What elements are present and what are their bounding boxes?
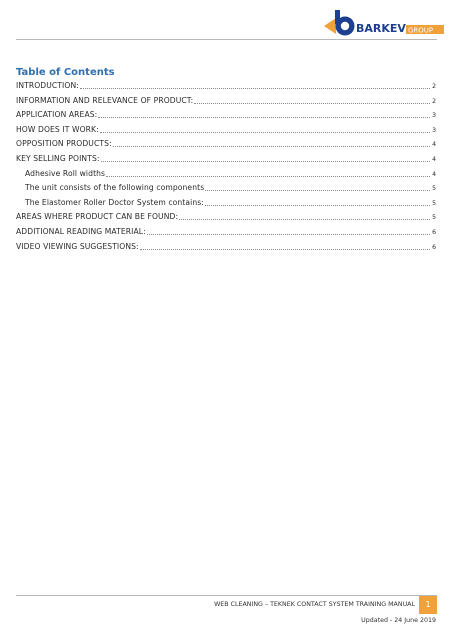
logo-suffix: GROUP	[408, 26, 434, 35]
toc-entry-label: AREAS WHERE PRODUCT CAN BE FOUND:	[16, 212, 179, 222]
toc-entry-label: ADDITIONAL READING MATERIAL:	[16, 227, 146, 236]
page-number-badge: 1	[419, 596, 437, 614]
toc-entry-page: 3	[432, 126, 436, 134]
dot-leader	[140, 248, 430, 250]
toc-entry-label: The unit consists of the following components	[25, 183, 205, 193]
toc-entry-label: KEY SELLING POINTS:	[16, 154, 100, 163]
toc-entry-application-areas[interactable]	[16, 109, 436, 121]
toc-title: Table of Contents	[16, 67, 115, 78]
dot-leader	[98, 116, 430, 118]
toc-entry-label: INTRODUCTION:	[16, 81, 79, 90]
dot-leader	[113, 145, 430, 147]
dot-leader	[101, 160, 431, 162]
toc-entry-additional-reading[interactable]	[16, 226, 436, 238]
toc-entry-page: 5	[432, 214, 436, 222]
footer-manual-title: WEB CLEANING – TEKNEK CONTACT SYSTEM TRAINING MANUAL	[214, 601, 415, 608]
toc-entry-page: 2	[432, 83, 436, 90]
toc-entry-elastomer-roller-doctor[interactable]	[25, 197, 436, 209]
toc-entry-page: 4	[432, 141, 436, 149]
dot-leader	[80, 87, 430, 89]
toc-entry-label: INFORMATION AND RELEVANCE OF PRODUCT:	[16, 95, 194, 105]
toc-entry-label: HOW DOES IT WORK:	[16, 124, 99, 134]
dot-leader	[106, 175, 430, 177]
dot-leader	[100, 131, 430, 133]
footer-updated-date: Updated - 24 June 2019	[361, 617, 436, 624]
toc-entry-page: 2	[432, 97, 436, 105]
barkev-group-logo	[322, 8, 446, 38]
toc-entry-unit-components[interactable]	[25, 182, 436, 194]
toc-entry-label: The Elastomer Roller Doctor System contains:	[25, 197, 204, 207]
toc-entry-label: APPLICATION AREAS:	[16, 110, 98, 120]
toc-entry-label: VIDEO VIEWING SUGGESTIONS:	[16, 241, 139, 251]
dot-leader	[147, 233, 430, 235]
toc-entry-page: 4	[432, 170, 436, 178]
dot-leader	[194, 102, 430, 104]
toc-entry-information-relevance[interactable]	[16, 95, 436, 107]
toc-entry-key-selling-points[interactable]	[16, 153, 436, 165]
logo-wordmark: BARKEV	[356, 22, 406, 35]
toc-entry-how-it-works[interactable]	[16, 124, 436, 136]
toc-entry-areas-where-found[interactable]	[16, 211, 436, 223]
footer-divider	[16, 595, 437, 596]
header-divider	[16, 39, 437, 40]
toc-entry-page: 5	[432, 199, 436, 207]
toc-entry-adhesive-roll-widths[interactable]	[25, 168, 436, 180]
toc-entry-page: 5	[432, 185, 436, 193]
toc-entry-video-viewing[interactable]	[16, 241, 436, 253]
toc-entry-page: 6	[432, 243, 436, 251]
dot-leader	[205, 204, 430, 206]
toc-entry-page: 6	[432, 229, 436, 236]
toc-entry-label: OPPOSITION PRODUCTS:	[16, 139, 112, 149]
dot-leader	[205, 189, 430, 191]
toc-entry-label: Adhesive Roll widths	[25, 168, 106, 178]
toc-entry-page: 3	[432, 112, 436, 120]
toc-entry-introduction[interactable]	[16, 80, 436, 92]
toc-entry-page: 4	[432, 156, 436, 163]
toc-entry-opposition-products[interactable]	[16, 138, 436, 150]
dot-leader	[179, 218, 430, 220]
